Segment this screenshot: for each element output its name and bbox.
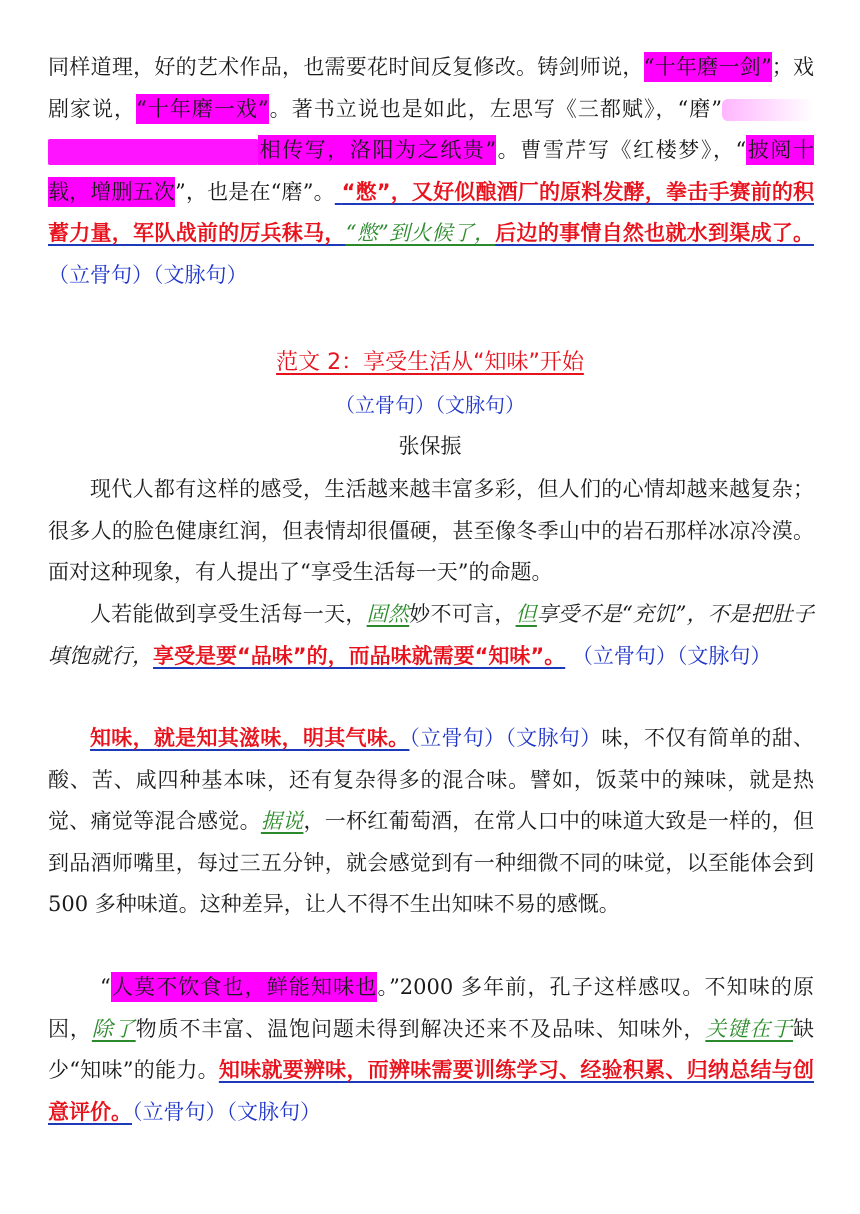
text-run: 味，不仅有简单的甜、酸、苦、咸四种基本味，还有复杂得多的混合味。譬如，饭菜中的辣味，就是热觉、痛觉等混合感觉。 xyxy=(48,726,815,833)
tag-wenmai: （文脉句） xyxy=(153,262,248,287)
text-run: 。曹雪芹写《红楼梦》，“ xyxy=(496,138,747,162)
essay-subtitle-tags: （立骨句）（文脉句） xyxy=(335,393,525,417)
tag-ligu: （立骨句） xyxy=(48,262,153,287)
highlight-quote: 披阅十载，增删五次 xyxy=(48,135,814,207)
connective-word: 关键在于 xyxy=(705,1016,794,1041)
highlight-smudge xyxy=(48,139,258,165)
essay-title xyxy=(0,345,860,376)
connective-word: 固然 xyxy=(366,602,410,626)
highlight-quote: “十年磨一剑” xyxy=(644,52,772,82)
paragraph-taste xyxy=(48,718,814,926)
connective-word: 除了 xyxy=(91,1016,136,1041)
connective-word: 但 xyxy=(515,602,537,626)
key-sentence: 后边的事情自然也就水到渠成了。 xyxy=(495,221,814,245)
text-run: 妙不可言， xyxy=(409,602,516,626)
text-run: ，一杯红葡萄酒，在常人口中的味道大致是一样的，但到品酒师嘴里，每过三五分钟，就会感觉到有一种细微不同的味觉，以至能体会到500 多种味道。这种差异，让人不得不生出知味不易的感慨。 xyxy=(48,809,815,916)
italic-sentence: 享受不是“充饥”，不是把肚子填饱就行， xyxy=(48,602,814,668)
key-sentence: 享受是要“品味”的，而品味就需要“知味”。 xyxy=(153,643,566,668)
text-run: ；戏剧家说， xyxy=(48,55,815,121)
text-run: 缺少“知味”的能力。 xyxy=(48,1016,815,1082)
text-run: 。著书立说也是如此，左思写《三都赋》，“磨” xyxy=(268,96,722,121)
paragraph-grinding xyxy=(48,47,814,296)
tag-ligu-wenmai: （立骨句）（文脉句） xyxy=(571,643,772,668)
paragraph-intro: 现代人都有这样的感受，生活越来越丰富多彩，但人们的心情却越来越复杂；很多人的脸色健康红润，但表情却很僵硬，甚至像冬季山中的岩石那样冰凉冷漠。面对这种现象，有人提出了“享受生活每一天”的命题。 xyxy=(48,477,814,584)
highlight-quote: “十年磨一戏” xyxy=(136,94,269,124)
text-run: 同样道理，好的艺术作品，也需要花时间反复修改。铸剑师说， xyxy=(48,55,644,79)
essay-title-text: 范文 2：享受生活从“知味”开始 xyxy=(276,350,584,375)
essay-author: 张保振 xyxy=(398,434,462,458)
paragraph-confucius xyxy=(48,967,814,1133)
smudge-mark xyxy=(722,99,814,121)
key-sentence: “憋”，又好似酿酒厂的原料发酵，拳击手赛前的积蓄力量，军队战前的厉兵秣马， xyxy=(48,179,814,245)
tag-ligu-wenmai: （立骨句）（文脉句） xyxy=(409,726,602,750)
key-sentence: 知味就要辨味，而辨味需要训练学习、经验积累、归纳总结与创意评价。 xyxy=(48,1058,814,1124)
highlight-quote: 人莫不饮食也，鲜能知味也 xyxy=(111,972,378,1002)
text-run: 人若能做到享受生活每一天， xyxy=(90,602,367,626)
connective-word: 据说 xyxy=(260,809,304,833)
paragraph-enjoy xyxy=(48,594,814,677)
highlight-quote: 相传写，洛阳为之纸贵” xyxy=(258,135,496,165)
text-run: 物质不丰富、温饱问题未得到解决还来不及品味、知味外， xyxy=(135,1016,706,1041)
connective-word: “憋”到火候了， xyxy=(345,221,496,245)
tag-ligu-wenmai: （立骨句）（文脉句） xyxy=(132,1099,321,1124)
text-run: 。”2000 多年前，孔子这样感叹。不知味的原因， xyxy=(48,975,814,1041)
key-sentence: 知味，就是知其滋味，明其气味。 xyxy=(90,726,410,750)
text-run: ”，也是在“磨”。 xyxy=(175,179,335,204)
text-run: “ xyxy=(100,975,111,999)
